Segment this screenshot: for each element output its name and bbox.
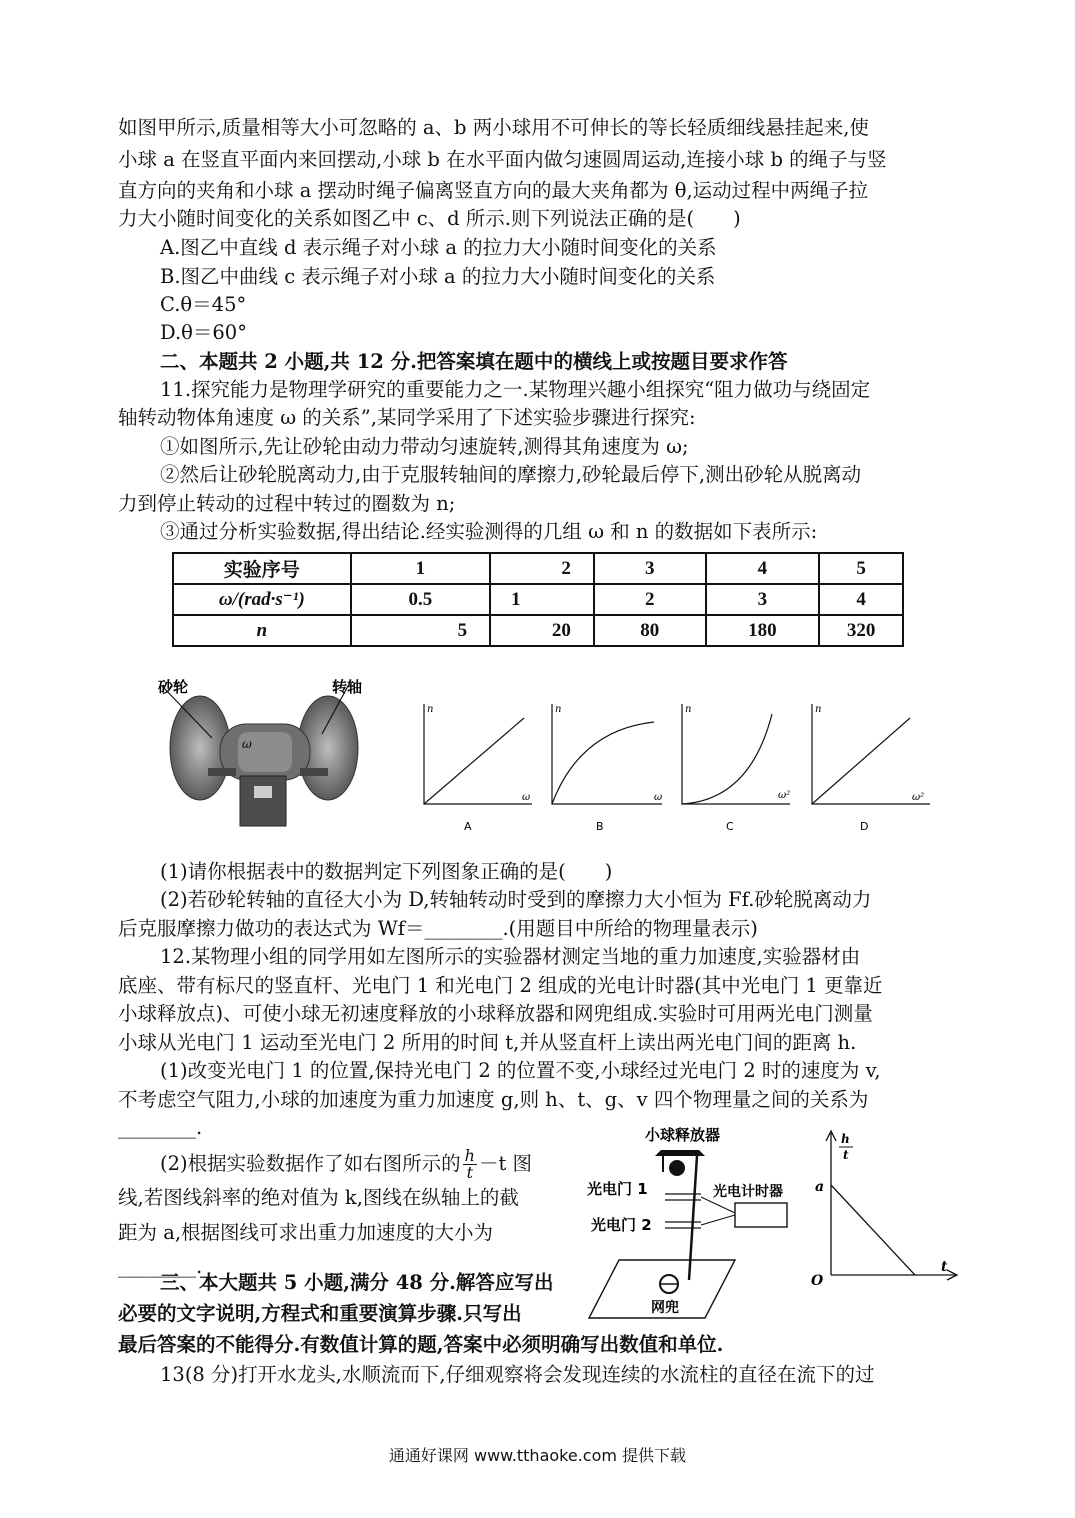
q10-option-d: D.θ＝60°: [160, 321, 247, 344]
graph-c: [670, 700, 800, 840]
graph-intercept-a: a: [815, 1179, 825, 1195]
q11-data-table: [172, 552, 904, 647]
q12-line-3: 小球释放点)、可使小球无初速度释放的小球释放器和网兜组成.实验时可用两光电门测量: [118, 1002, 873, 1025]
section-2-heading: 二、本题共 2 小题,共 12 分.把答案填在题中的横线上或按题目要求作答: [160, 350, 788, 373]
graph-d-ylabel: n: [815, 704, 822, 715]
q10-option-b: B.图乙中曲线 c 表示绳子对小球 a 的拉力大小随时间变化的关系: [160, 265, 716, 288]
q11-part-1: (1)请你根据表中的数据判定下列图象正确的是( ): [160, 860, 613, 883]
q10-line-4: 力大小随时间变化的关系如图乙中 c、d 所示.则下列说法正确的是( ): [118, 207, 741, 230]
label-release: 小球释放器: [645, 1126, 721, 1144]
page-footer: 通通好课网 www.tthaoke.com 提供下载: [388, 1446, 687, 1465]
q12-part-1c: ________.: [118, 1116, 203, 1139]
label-net: 网兜: [651, 1300, 679, 1316]
table-cell: 0.5: [351, 584, 491, 615]
graph-c-ylabel: n: [685, 704, 692, 715]
graph-x-label: t: [941, 1259, 948, 1275]
q12-part-2a-post: －t 图: [478, 1152, 532, 1175]
graph-b-caption: B: [596, 820, 604, 833]
section-3-line-2: 必要的文字说明,方程式和重要演算步骤.只写出: [118, 1302, 522, 1325]
q10-line-1: 如图甲所示,质量相等大小可忽略的 a、b 两小球用不可伸长的等长轻质细线悬挂起来,使: [118, 116, 869, 139]
q12-line-1: 12.某物理小组的同学用如左图所示的实验器材测定当地的重力加速度,实验器材由: [160, 945, 861, 968]
graph-y-denominator: t: [843, 1148, 849, 1162]
table-cell: 4: [819, 584, 903, 615]
graph-d: [800, 700, 940, 840]
section-3-line-1: 三、本大题共 5 小题,满分 48 分.解答应写出: [160, 1271, 554, 1294]
table-cell: 4: [706, 553, 820, 584]
table-row: [173, 615, 903, 646]
label-wheel: 砂轮: [158, 678, 189, 696]
q11-part-2a: (2)若砂轮转轴的直径大小为 D,转轴转动时受到的摩擦力大小恒为 Ff.砂轮脱离动力: [160, 888, 872, 911]
q12-part-2c: 距为 a,根据图线可求出重力加速度的大小为: [118, 1221, 494, 1244]
graph-a-ylabel: n: [427, 704, 434, 715]
graph-d-xlabel: ω²: [912, 792, 925, 803]
table-cell: 5: [351, 615, 491, 646]
q12-part-1a: (1)改变光电门 1 的位置,保持光电门 2 的位置不变,小球经过光电门 2 时的速度为 v,: [160, 1059, 881, 1082]
q11-step-3: ③通过分析实验数据,得出结论.经实验测得的几组 ω 和 n 的数据如下表所示:: [160, 520, 818, 543]
q11-step-2b: 力到停止转动的过程中转过的圈数为 n;: [118, 492, 456, 515]
q12-line-4: 小球从光电门 1 运动至光电门 2 所用的时间 t,并从竖直杆上读出两光电门间的距离 h.: [118, 1031, 857, 1054]
table-cell: 2: [490, 553, 594, 584]
grinder-figure: [150, 676, 370, 836]
h-over-t-graph: [805, 1125, 965, 1290]
graph-b-xlabel: ω: [654, 792, 663, 803]
q13-line-1: 13(8 分)打开水龙头,水顺流而下,仔细观察将会发现连续的水流柱的直径在流下的过: [160, 1363, 875, 1386]
graph-c-xlabel: ω²: [778, 790, 791, 801]
table-row: [173, 553, 903, 584]
section-3-line-3: 最后答案的不能得分.有数值计算的题,答案中必须明确写出数值和单位.: [118, 1333, 724, 1356]
graph-a: [412, 700, 542, 840]
graph-y-numerator: h: [841, 1132, 850, 1146]
label-timer: 光电计时器: [713, 1184, 783, 1200]
table-cell: 20: [490, 615, 594, 646]
q11-line-2: 轴转动物体角速度 ω 的关系”,某同学采用了下述实验步骤进行探究:: [118, 406, 696, 429]
label-omega: ω: [242, 737, 252, 751]
label-gate-1: 光电门 1: [587, 1180, 648, 1198]
q11-step-1: ①如图所示,先让砂轮由动力带动匀速旋转,测得其角速度为 ω;: [160, 435, 689, 458]
graph-a-xlabel: ω: [522, 792, 531, 803]
table-cell: n: [173, 615, 351, 646]
label-gate-2: 光电门 2: [591, 1216, 652, 1234]
graph-origin: O: [811, 1273, 824, 1289]
q10-option-c: C.θ＝45°: [160, 293, 247, 316]
table-cell: 180: [706, 615, 820, 646]
graph-b: [540, 700, 670, 840]
table-cell: 1: [351, 553, 491, 584]
q12-line-2: 底座、带有标尺的竖直杆、光电门 1 和光电门 2 组成的光电计时器(其中光电门 1 更靠近: [118, 974, 883, 997]
label-axle: 转轴: [332, 678, 363, 696]
table-cell: 1: [490, 584, 594, 615]
fraction-numerator: h: [464, 1146, 475, 1165]
table-cell: 80: [594, 615, 706, 646]
graph-c-caption: C: [726, 820, 734, 833]
q11-line-1: 11.探究能力是物理学研究的重要能力之一.某物理兴趣小组探究“阻力做功与绕固定: [160, 378, 871, 401]
table-cell: 2: [594, 584, 706, 615]
q12-part-2d: ________.: [118, 1255, 203, 1278]
table-cell: 3: [594, 553, 706, 584]
q10-option-a: A.图乙中直线 d 表示绳子对小球 a 的拉力大小随时间变化的关系: [160, 236, 717, 259]
q12-part-1b: 不考虑空气阻力,小球的加速度为重力加速度 g,则 h、t、g、v 四个物理量之间的关系为: [118, 1088, 869, 1111]
q10-line-2: 小球 a 在竖直平面内来回摆动,小球 b 在水平面内做匀速圆周运动,连接小球 b 的绳子与竖: [118, 148, 887, 171]
table-cell: 5: [819, 553, 903, 584]
q12-part-2a: [160, 1148, 532, 1181]
graph-a-caption: A: [464, 820, 472, 833]
fraction-denominator: t: [466, 1163, 473, 1182]
q10-line-3: 直方向的夹角和小球 a 摆动时绳子偏离竖直方向的最大夹角都为 θ,运动过程中两绳子拉: [118, 179, 869, 202]
table-cell: 实验序号: [173, 553, 351, 584]
q12-part-2b: 线,若图线斜率的绝对值为 k,图线在纵轴上的截: [118, 1186, 519, 1209]
table-cell: 320: [819, 615, 903, 646]
q12-part-2a-pre: (2)根据实验数据作了如右图所示的: [160, 1152, 461, 1175]
q11-part-2b: 后克服摩擦力做功的表达式为 Wf＝________.(用题目中所给的物理量表示): [118, 917, 758, 940]
q11-step-2a: ②然后让砂轮脱离动力,由于克服转轴间的摩擦力,砂轮最后停下,测出砂轮从脱离动: [160, 463, 862, 486]
graph-b-ylabel: n: [555, 704, 562, 715]
table-row: [173, 584, 903, 615]
apparatus-figure: [585, 1120, 815, 1325]
h-over-t-fraction: [463, 1148, 477, 1181]
graph-d-caption: D: [860, 820, 869, 833]
table-cell: 3: [706, 584, 820, 615]
table-cell: ω/(rad·s⁻¹): [173, 584, 351, 615]
